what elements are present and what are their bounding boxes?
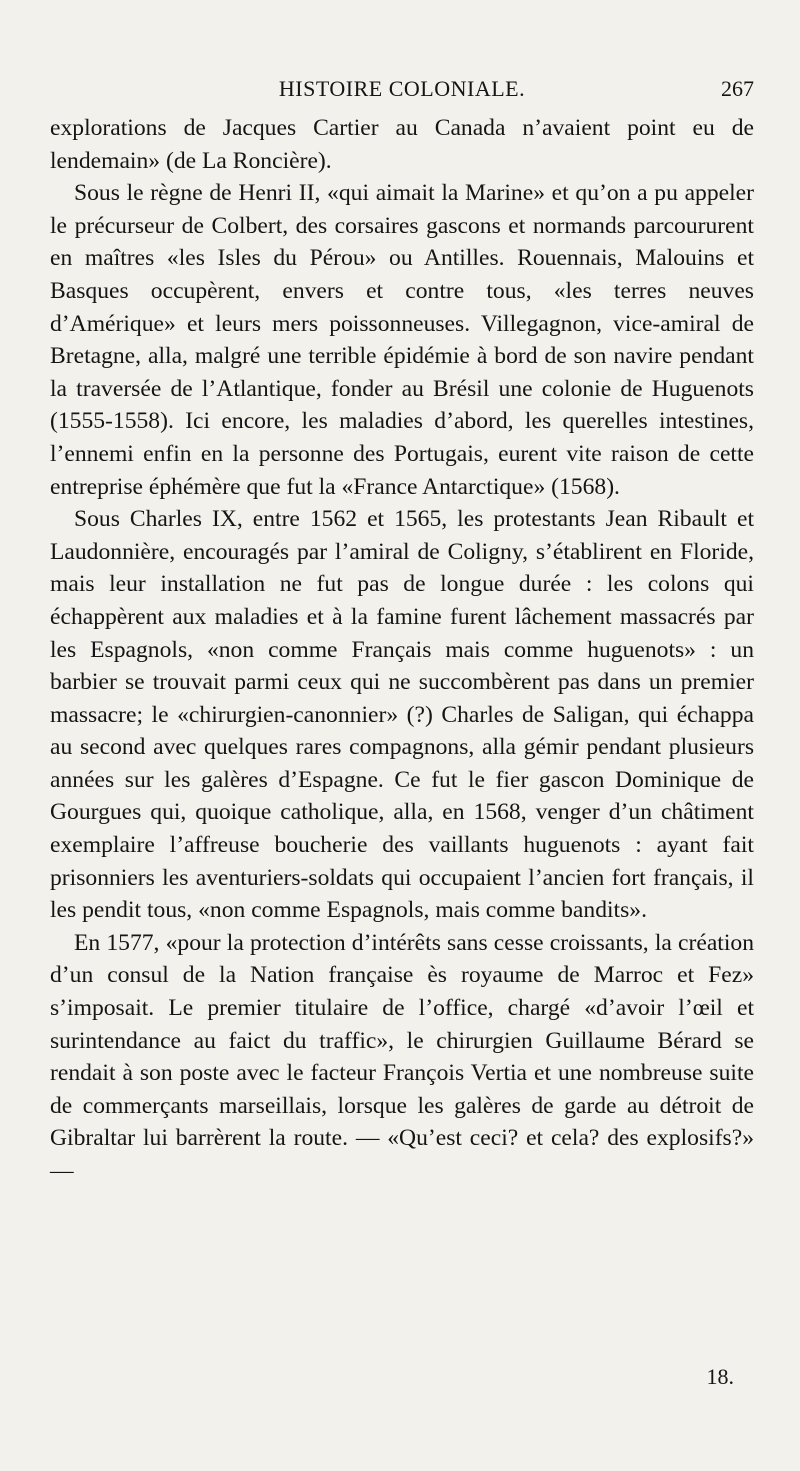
body-text (50, 112, 754, 1188)
page-number: 267 (721, 76, 754, 101)
paragraph-1577: En 1577, «pour la protection d’intérêts sans cesse croissants, la création d’un consul de la Nation française ès royaume de Marroc et Fez» s’imposait. Le premier titulaire de l’office, chargé «d’avoir l’œil et surintendance au faict du traffic», le chirurgien Guillaume Bérard se rendait à son poste avec le facteur François Vertia et une nombreuse suite de commerçants marseillais, lorsque les galères de garde au détroit de Gibraltar lui barrèrent la route. — «Qu’est ceci? et cela? des explosifs?» — (50, 929, 754, 1184)
paragraph-henri-ii: Sous le règne de Henri II, «qui aimait la Marine» et qu’on a pu appeler le précurseur de Colbert, des corsaires gascons et normands parcoururent en maîtres «les Isles du Pérou» ou Antilles. Rouennais, Malouins et Basques occupèrent, envers et contre tous, «les terres neuves d’Amérique» et leurs mers poissonneuses. Villegagnon, vice-amiral de Bretagne, alla, malgré une terrible épidémie à bord de son navire pendant la traversée de l’Atlantique, fonder au Brésil une colonie de Huguenots (1555-1558). Ici encore, les maladies d’abord, les querelles intestines, l’ennemi enfin en la personne des Portugais, eurent vite raison de cette entreprise éphémère que fut la «France Antarctique» (1568). (50, 180, 754, 500)
signature-mark: 18. (706, 1364, 734, 1389)
running-head (50, 70, 754, 110)
paragraph-continuation: explorations de Jacques Cartier au Canada n’avaient point eu de lendemain» (de La Roncière). (50, 115, 754, 174)
paragraph-charles-ix: Sous Charles IX, entre 1562 et 1565, les protestants Jean Ribault et Laudonnière, encouragés par l’amiral de Coligny, s’établirent en Floride, mais leur installation ne fut pas de longue durée : les colons qui échappèrent aux maladies et à la famine furent lâchement massacrés par les Espagnols, «non comme Français mais comme huguenots» : un barbier se trouvait parmi ceux qui ne succombèrent pas dans un premier massacre; le «chirurgien-canonnier» (?) Charles de Saligan, qui échappa au second avec quelques rares compagnons, alla gémir pendant plusieurs années sur les galères d’Espagne. Ce fut le fier gascon Dominique de Gourgues qui, quoique catholique, alla, en 1568, venger d’un châtiment exemplaire l’affreuse boucherie des vaillants huguenots : ayant fait prisonniers les aventuriers-soldats qui occupaient l’ancien fort français, il les pendit tous, «non comme Espagnols, mais comme bandits». (50, 506, 754, 924)
running-title: HISTOIRE COLONIALE. (278, 76, 526, 101)
